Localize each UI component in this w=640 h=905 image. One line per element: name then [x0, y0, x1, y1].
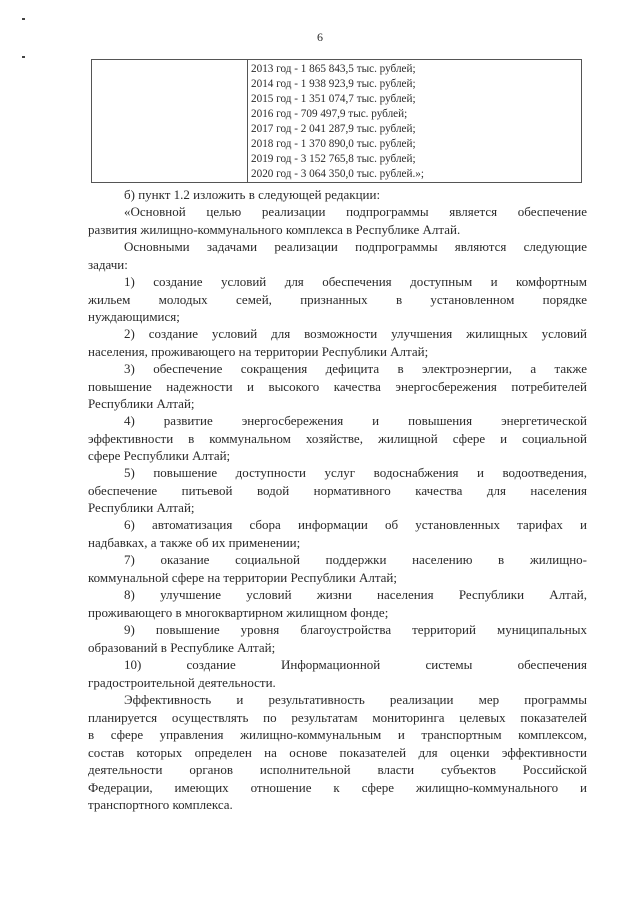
text-line: 1) создание условий для обеспечения доступным и комфортным [124, 274, 587, 289]
budget-line: 2013 год - 1 865 843,5 тыс. рублей; [251, 63, 416, 75]
task-4 [88, 412, 587, 465]
budget-line: 2018 год - 1 370 890,0 тыс. рублей; [251, 138, 416, 150]
scan-mark-bottom [22, 56, 25, 58]
budget-table [91, 59, 582, 183]
budget-line: 2014 год - 1 938 923,9 тыс. рублей; [251, 78, 416, 90]
text-line: 2) создание условий для возможности улучшения жилищных условий [124, 326, 587, 341]
paragraph-goal [88, 203, 587, 238]
budget-line: 2015 год - 1 351 074,7 тыс. рублей; [251, 93, 416, 105]
budget-line: 2019 год - 3 152 765,8 тыс. рублей; [251, 153, 416, 165]
text-line: задачи: [88, 256, 128, 272]
paragraph-item-b [88, 186, 587, 204]
text-line: образований в Республике Алтай; [88, 639, 276, 655]
text-line: 4) развитие энергосбережения и повышения энергетической [124, 413, 587, 428]
budget-line: 2016 год - 709 497,9 тыс. рублей; [251, 108, 408, 120]
page-number: 6 [317, 30, 323, 44]
text-line: в сфере управления жилищно-коммунальным и транспортным комплексом, [88, 727, 587, 742]
task-3 [88, 360, 587, 413]
text-line: надбавках, а также об их применении; [88, 534, 301, 550]
text-line: Основными задачами реализации подпрограммы являются следующие [124, 239, 587, 254]
text-line: 5) повышение доступности услуг водоснабжения и водоотведения, [124, 465, 587, 480]
text-line: обеспечение питьевой водой нормативного качества для населения [88, 482, 587, 498]
task-7 [88, 551, 587, 586]
text-line: эффективности в коммунальном хозяйстве, жилищной сфере и социальной [88, 430, 587, 446]
text-line: состав которых определен на основе показателей для оценки эффективности [88, 744, 587, 760]
text-line: транспортного комплекса. [88, 797, 233, 812]
paragraph-effectiveness [88, 691, 587, 814]
task-9 [88, 621, 587, 656]
table-divider [247, 60, 248, 182]
text-line: 9) повышение уровня благоустройства территорий муниципальных [124, 622, 587, 637]
task-2 [88, 325, 587, 360]
budget-line: 2020 год - 3 064 350,0 тыс. рублей.»; [251, 168, 425, 180]
text-line: повышение надежности и высокого качества энергосбережения потребителей [88, 378, 587, 394]
text-line: проживающего в многоквартирном жилищном фонде; [88, 604, 389, 620]
text-line: 7) оказание социальной поддержки населению в жилищно- [124, 552, 587, 567]
text-line: 8) улучшение условий жизни населения Республики Алтай, [124, 587, 587, 602]
task-6 [88, 516, 587, 551]
text-line: Федерации, имеющих отношение к сфере жилищно-коммунального и [88, 779, 587, 795]
text-line: Республики Алтай; [88, 500, 195, 515]
text-line: 10) создание Информационной системы обеспечения [124, 657, 587, 672]
text-line: нуждающимися; [88, 309, 180, 324]
text-line: 6) автоматизация сбора информации об установленных тарифах и [124, 517, 587, 532]
text-line: б) пункт 1.2 изложить в следующей редакции: [124, 187, 381, 202]
paragraph-tasks-intro [88, 238, 587, 273]
text-line: Эффективность и результативность реализации мер программы [124, 692, 587, 707]
text-line: коммунальной сфере на территории Республики Алтай; [88, 569, 398, 585]
text-line: планируется осуществлять по результатам мониторинга целевых показателей [88, 709, 587, 725]
text-line: градостроительной деятельности. [88, 674, 276, 690]
task-10 [88, 656, 587, 691]
text-line: «Основной целью реализации подпрограммы является обеспечение [124, 204, 587, 219]
text-line: деятельности органов исполнительной власти субъектов Российской [88, 762, 587, 777]
task-8 [88, 586, 587, 621]
task-5 [88, 464, 587, 517]
text-line: Республики Алтай; [88, 396, 195, 411]
text-line: сфере Республики Алтай; [88, 448, 231, 463]
budget-lines [251, 62, 424, 182]
budget-line: 2017 год - 2 041 287,9 тыс. рублей; [251, 123, 416, 135]
text-line: жильем молодых семей, признанных в установленном порядке [88, 291, 587, 307]
text-line: 3) обеспечение сокращения дефицита в электроэнергии, а также [124, 361, 587, 376]
scan-mark-top [22, 18, 25, 20]
text-line: развития жилищно-коммунального комплекса в Республике Алтай. [88, 221, 461, 237]
task-1 [88, 273, 587, 326]
text-line: населения, проживающего на территории Республики Алтай; [88, 343, 429, 359]
